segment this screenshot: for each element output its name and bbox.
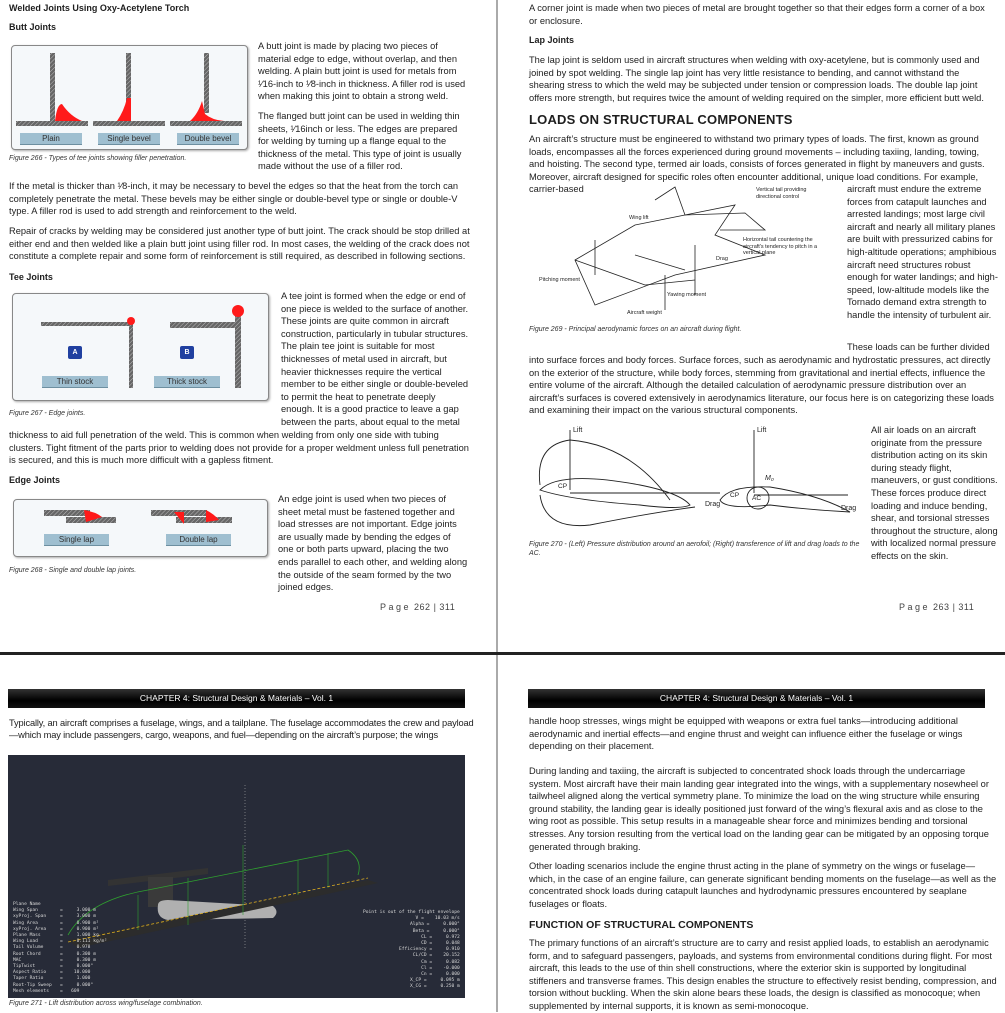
figure-270 — [530, 425, 865, 535]
label-drag: Drag — [716, 256, 728, 262]
chapter-header: CHAPTER 4: Structural Design & Materials – Vol. 1 — [528, 689, 985, 708]
page-number — [899, 602, 974, 612]
butt-joints-heading: Butt Joints — [9, 22, 56, 32]
figure-267-caption: Figure 267 - Edge joints. — [9, 410, 86, 417]
figure-271-caption: Figure 271 - Lift distribution across wing/fuselage combination. — [9, 1000, 203, 1007]
function-heading: FUNCTION OF STRUCTURAL COMPONENTS — [529, 919, 754, 931]
label-yawing-moment: Yawing moment — [667, 292, 707, 298]
figure-269-caption: Figure 269 - Principal aerodynamic forces on an aircraft during flight. — [529, 326, 742, 333]
tee-paragraph-1: A tee joint is formed when the edge or end of one piece is welded to the surface of another. These joints are quite common in aircraft construction, particularly in tubular structures. The plain tee joint is suitable for most thicknesses of metal used in aircraft, but heavier thicknesses require the vertical member to be either single or double-beveled to permit the heat to penetrate deeply enough. It is a good practice to leave a gap between the parts, about equal to the metal — [281, 291, 469, 427]
figure-270-caption: Figure 270 - (Left) Pressure distribution around an aerofoil; (Right) transference of lift and drag loads to the AC. — [529, 541, 860, 557]
badge-b: B — [180, 346, 194, 359]
air-loads-paragraph: All air loads on an aircraft originate from the pressure distribution acting on its skin during steady flight, maneuvers, or gust conditions. These forces produce direct loading and induce bending, shear, and torsional stresses throughout the structure, along with localized normal pressure effects on the skin. — [871, 425, 998, 561]
badge-a: A — [68, 346, 82, 359]
label-cp-right: CP — [730, 492, 740, 499]
label-m0: M₀ — [765, 475, 774, 482]
label-thin-stock: Thin stock — [42, 376, 108, 388]
figure-267 — [12, 293, 269, 401]
butt-paragraph-2: The flanged butt joint can be used in welding thin sheets, ¹⁄16inch or less. The edges are prepared for welding by turning up a flange equal to the thickness of the metal. This type of joint is usually made without the use of a filler rod. — [258, 111, 462, 172]
label-aircraft-weight: Aircraft weight — [627, 310, 662, 316]
weld-fills — [55, 98, 224, 121]
figure-266 — [11, 45, 248, 150]
label-horizontal-tail: Horizontal tail countering the aircraft's tendency to pitch in a vertical plane — [743, 237, 818, 256]
loads-paragraph-2-start: These loads can be further divided — [847, 342, 990, 352]
label-pitching-moment: Pitching moment — [539, 277, 580, 283]
loads-paragraph-1b: aircraft must endure the extreme forces from catapult launches and arrested landings; most large civil aircraft and nearly all military planes are built with pressurized cabins for high-altitude operations; amphibious aircraft need structures robust enough for water landings; and high-speed, low-altitude models like the Tornado demand extra strength to handle the intensity of turbulent air. — [847, 184, 998, 320]
label-ac: AC — [752, 495, 762, 502]
chapter-header: CHAPTER 4: Structural Design & Materials – Vol. 1 — [8, 689, 465, 708]
corner-paragraph: A corner joint is made when two pieces of metal are brought together so that their edges form a corner of a box or enclosure. — [529, 3, 985, 26]
intro-paragraph: Typically, an aircraft comprises a fuselage, wings, and a tailplane. The fuselage accommodates the crew and payload—which may include passengers, cargo, weapons, and fuel—depending on the aircraft’s purpose; the wings — [9, 718, 474, 741]
paragraph-1: handle hoop stresses, wings might be equipped with weapons or extra fuel tanks—introducing additional aerodynamic and inertial effects—and engine thrust and weight can influence either the fuselage or wings depending on their placement. — [529, 716, 963, 752]
label-wing-lift: Wing lift — [629, 215, 649, 221]
label-single-bevel: Single bevel — [98, 133, 160, 145]
page-count: 262 | 311 — [414, 602, 456, 612]
paragraph-2: During landing and taxiing, the aircraft is subjected to concentrated shock loads through the undercarriage system. Most aircraft have their main landing gear integrated into the wings, with a supplementary nosewheel or tailwheel aligned along the vertical symmetry plane. To minimize the load on the wing structure while ensuring ground stability, the landing gear is ideally positioned just forward of the wing’s flexural axis and as close to the wing root as possible. This setup results in a manageable shear force and minimizes bending and torsional stresses. Any torsion resulting from the vertical load on the landing gear can be mitigated by an opposing torque generated through braking. — [529, 766, 989, 852]
label-thick-stock: Thick stock — [154, 376, 220, 388]
label-lift-left: Lift — [573, 427, 583, 434]
edge-joints-heading: Edge Joints — [9, 475, 61, 485]
loads-paragraph-2: into surface forces and body forces. Surface forces, such as aerodynamic and hydrostatic pressures, act directly on the exterior of the structure, while body forces, stemming from gravitational and inertial effects, influence the entire volume of the aircraft. Although the detailed calculation of aerodynamic pressure distribution over an aircraft’s surfaces is covered extensively in aerodynamics literature, our focus here is on categorizing these loads and examining their impact on the various structural components. — [529, 355, 994, 416]
figure-271-viewer — [8, 755, 465, 998]
butt-paragraph-1: A butt joint is made by placing two pieces of material edge to edge, without overlap, and then welding. A plain butt joint is used for metals from ¹⁄16-inch to ¹⁄8-inch in thickness. A filler rod is used when making this joint to obtain a strong weld. — [258, 41, 466, 102]
tee-paragraph-2: thickness to aid full penetration of the weld. This is common when welding from only one side with tubing clusters. Tight fitment of the parts prior to welding does not provide for a proper weldment unless full penetration is secured, and this is much more difficult with a gapless fitment. — [9, 430, 469, 466]
label-lift-right: Lift — [757, 427, 767, 434]
label-plain: Plain — [20, 133, 82, 145]
page-number — [380, 602, 455, 612]
loads-paragraph-1: An aircraft’s structure must be engineered to withstand two primary types of loads. The first, known as ground loads, encompasses all the forces experienced during ground movements – including taxiing, landing, towing, and hoisting. The second type, termed air loads, consists of forces generated in flight by maneuvers and gusts. Moreover, aircraft designed for specific roles often encounter additional, unique load conditions. For example, carrier-based — [529, 134, 985, 195]
page-divider-vertical — [496, 0, 498, 1012]
label-cp-left: CP — [558, 483, 568, 490]
butt-paragraph-4: Repair of cracks by welding may be considered just another type of butt joint. The crack should be stop drilled at either end and then welded like a plain butt joint using filler rod. In most cases, the welding of the crack does not constitute a complete repair and some form of reinforcement is still required, as described in following sections. — [9, 226, 470, 262]
page-divider-horizontal — [0, 652, 1005, 655]
label-double-bevel: Double bevel — [177, 133, 239, 145]
label-single-lap: Single lap — [44, 534, 109, 546]
aerofoil-pressure-diagram — [530, 425, 865, 535]
lap-joints-heading: Lap Joints — [529, 35, 575, 45]
label-vertical-tail: Vertical tail providing directional control — [756, 187, 807, 200]
label-drag-left: Drag — [705, 501, 721, 508]
lap-paragraph: The lap joint is seldom used in aircraft structures when welding with oxy-acetylene, but is commonly used and joined by spot welding. The single lap joint has very little resistance to bending, and cannot withstand the shearing stress to which the weld may be subjected under tension or compression loads. The double lap joint offers more strength, but requires twice the amount of welding required on the simpler, more efficient butt weld. — [529, 55, 984, 103]
plane-readout: Plane Name Wing Span = 3.000 m xyProj. Span = 3.000 m Wing Area = 0.900 m² xyProj. Area = 0.900 m² Plane Mass = 1.000 kg Wing Load = 0.111 kg/m² Tail Volume = 0.978 Root Chord = 0.300 m MAC = 0.300 m TipTwist = 0.000° Aspect Ratio = 10.000 Taper Ratio = 1.000 Root-Tip Sweep = 0.000° Mesh elements = 609 — [13, 902, 108, 994]
page-count: 263 | 311 — [933, 602, 975, 612]
label-double-lap: Double lap — [166, 534, 231, 546]
butt-paragraph-3: If the metal is thicker than ¹⁄8-inch, it may be necessary to bevel the edges so that the heat from the torch can completely penetrate the metal. These bevels may be either single or double-bevel type or single or double-V type. A filler rod is used to add strength and reinforcement to the weld. — [9, 181, 459, 217]
loads-heading: LOADS ON STRUCTURAL COMPONENTS — [529, 112, 793, 127]
edge-paragraph: An edge joint is used when two pieces of sheet metal must be fastened together and load stresses are not important. Edge joints are usually made by bending the edges of one or both parts upward, placing the two ends parallel to each other, and welding along the outside of the seam formed by the two joined edges. — [278, 494, 468, 593]
page-label: Page — [899, 602, 931, 612]
page-label: Page — [380, 602, 412, 612]
label-drag-right: Drag — [841, 505, 857, 512]
figure-268-caption: Figure 268 - Single and double lap joints. — [9, 567, 137, 574]
section-title: Welded Joints Using Oxy-Acetylene Torch — [9, 3, 190, 13]
flight-readout: Point is out of the flight envelope V = 10.03 m/s Alpha = 0.000° Beta = 0.000° CL = 0.972 CD = 0.048 Efficiency = 0.910 CL/CD = 20.152 Cm = 0.082 Cl = -0.000 Cn = 0.000 X_CP = 0.095 m X_CG = 0.250 m — [363, 910, 460, 990]
tee-joints-heading: Tee Joints — [9, 272, 53, 282]
paragraph-4: The primary functions of an aircraft’s structure are to carry and resist applied loads, to establish an aerodynamic form, and to safeguard passengers, payloads, and systems from environmental conditions during flight. For most aircraft, this leads to the use of thin shell constructions, where the exterior skin is supported by longitudinal stiffeners and transverse frames. This design enables the structure to effectively resist bending, compression, and torsion without buckling. When the skin alone bears these loads, the design is classified as monocoque; when supplemented by internal supports, it is known as semi-monocoque. — [529, 938, 997, 1011]
figure-266-caption: Figure 266 - Types of tee joints showing filler penetration. — [9, 155, 187, 162]
figure-269 — [535, 185, 825, 320]
figure-268 — [13, 499, 268, 557]
lap-joint-diagram — [14, 500, 269, 558]
paragraph-3: Other loading scenarios include the engine thrust acting in the plane of symmetry on the wings or fuselage—which, in the case of an engine failure, can generate significant bending moments on the fuselage—as well as the concentrated shock loads during catapult launches and hydrodynamic pressures encountered by seaplane fuselages or floats. — [529, 861, 997, 909]
